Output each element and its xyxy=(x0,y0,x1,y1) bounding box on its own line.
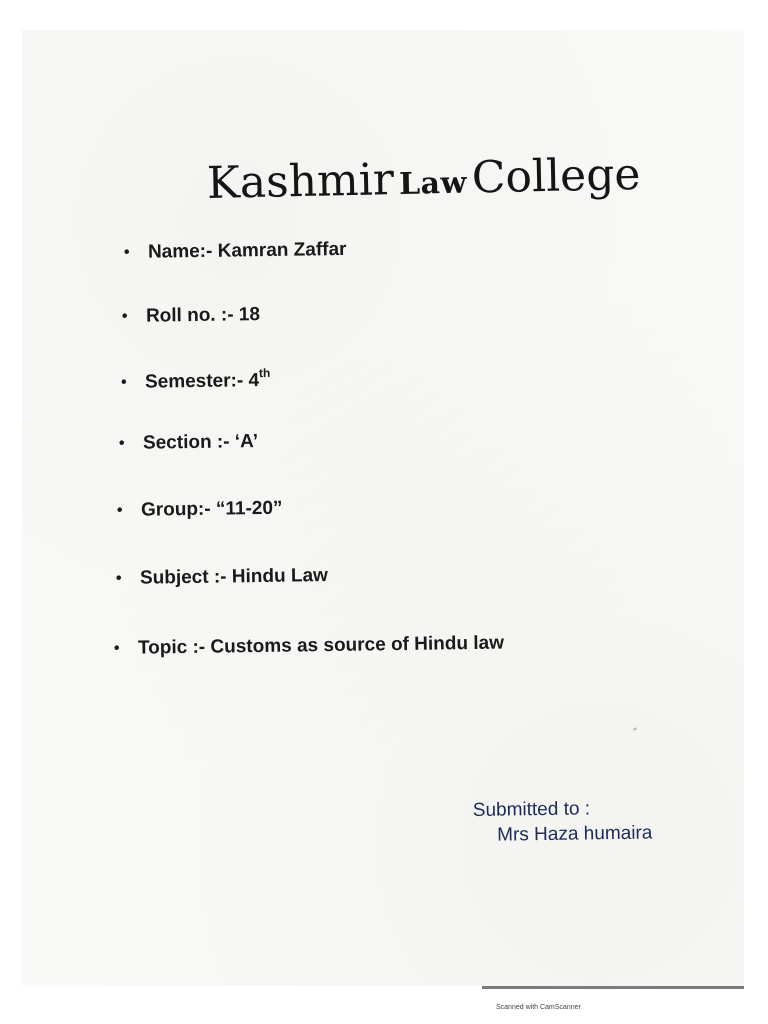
item-label: Group:- xyxy=(140,498,211,521)
item-label: Name:- xyxy=(147,240,213,263)
bullet-icon: • xyxy=(115,569,122,587)
item-value: 18 xyxy=(238,304,261,326)
bullet-icon: • xyxy=(120,373,127,391)
college-title xyxy=(206,149,640,209)
item-label: Roll no. :- xyxy=(145,304,234,327)
bullet-icon: • xyxy=(116,501,123,519)
item-value: Kamran Zaffar xyxy=(217,238,347,262)
list-item-group xyxy=(117,498,283,522)
bullet-icon: • xyxy=(118,434,125,452)
item-label: Semester:- xyxy=(144,370,244,393)
scanner-watermark: Scanned with CamScanner xyxy=(496,1004,581,1011)
bullet-icon: • xyxy=(113,639,120,657)
submitted-name: Mrs Haza humaira xyxy=(497,822,653,846)
bullet-icon: • xyxy=(123,243,130,261)
item-label: Section :- xyxy=(142,431,230,454)
list-item-subject xyxy=(116,565,328,590)
list-item-roll-no xyxy=(122,304,260,328)
item-label: Subject :- xyxy=(139,566,227,589)
item-label: Topic :- xyxy=(137,636,206,659)
bullet-icon: • xyxy=(121,307,128,325)
list-item-name xyxy=(124,239,347,264)
item-value: ‘A’ xyxy=(234,431,259,453)
title-word-law: Law xyxy=(398,165,468,202)
item-value: Customs as source of Hindu law xyxy=(210,632,505,658)
title-word-kashmir: Kashmir xyxy=(206,154,395,209)
title-word-college: College xyxy=(471,148,641,204)
item-value: 4 xyxy=(248,370,260,392)
item-value: “11-20” xyxy=(215,497,283,520)
submitted-to-block xyxy=(473,796,653,848)
list-item-semester xyxy=(121,366,271,394)
item-value: Hindu Law xyxy=(231,565,329,588)
ink-speck xyxy=(633,727,637,730)
list-item-section xyxy=(119,431,258,455)
submitted-label: Submitted to : xyxy=(472,798,591,822)
item-superscript: th xyxy=(258,365,271,381)
